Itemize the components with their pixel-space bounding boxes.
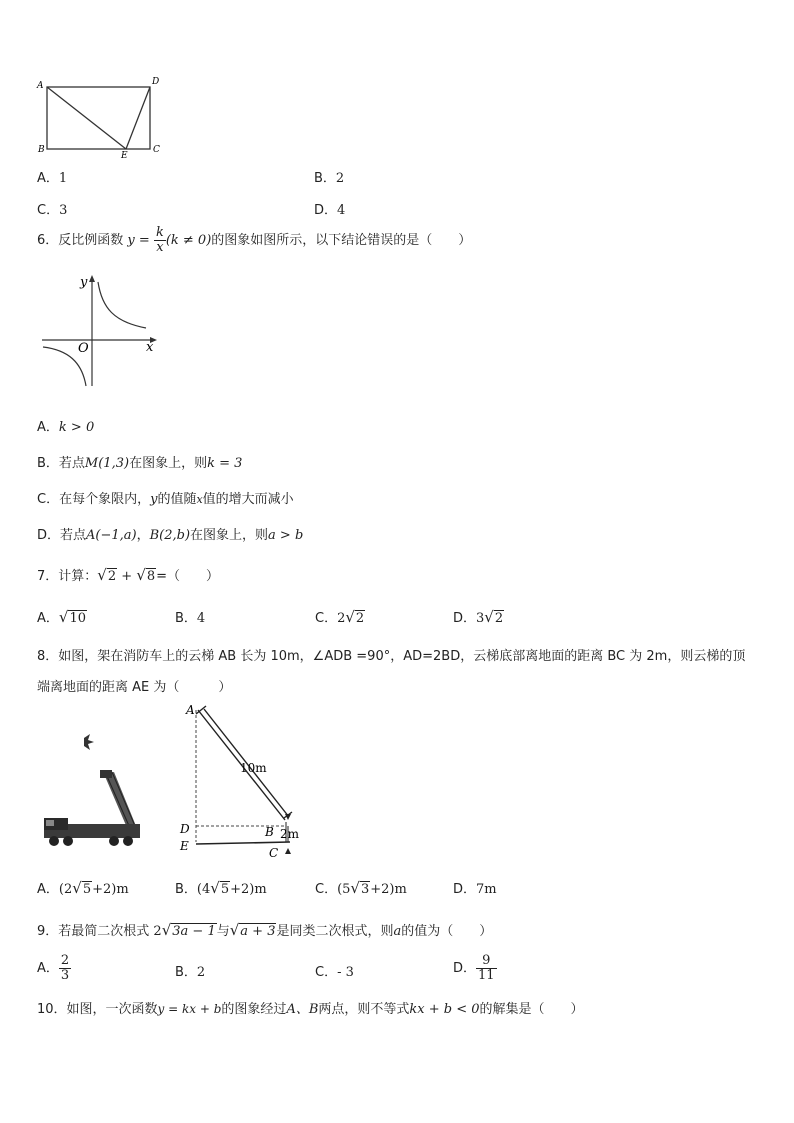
q10-stem xyxy=(37,998,584,1017)
q8-option-b-post: +2)m xyxy=(230,882,267,897)
q6-graph-origin-label: O xyxy=(78,341,89,356)
q7-option-a-letter: A． xyxy=(37,611,59,626)
q6-option-d-point-b: B(2,b) xyxy=(149,528,191,543)
q5-option-a xyxy=(37,167,67,186)
q5-label-e: E xyxy=(121,151,128,161)
q7-option-b-letter: B． xyxy=(175,611,197,626)
q9-option-d xyxy=(453,953,497,985)
q6-option-c xyxy=(37,488,294,507)
q8-option-a-rad: 5 xyxy=(82,882,92,897)
q8-option-a-post: +2)m xyxy=(92,882,129,897)
q6-option-d-p2: ， xyxy=(136,528,150,543)
q8-option-c-letter: C． xyxy=(315,882,338,897)
q9-stem xyxy=(37,920,492,939)
q9-option-a xyxy=(37,953,71,985)
q9-prefix: 9．若最简二次根式 xyxy=(37,924,150,939)
q6-func-num: k xyxy=(155,225,164,240)
q7-option-d-coef: 3 xyxy=(476,611,485,626)
fire-truck-illustration xyxy=(42,728,144,854)
q9-option-d-den: 11 xyxy=(478,968,495,983)
q6-option-c-p3: 值的增大而减小 xyxy=(202,492,294,507)
q9-radical2-sqrt-sign: √ xyxy=(229,921,240,939)
q10-suffix: 的解集是（ ） xyxy=(479,1002,584,1017)
q8-stem-line2: 端离地面的距离 AE 为（ ） xyxy=(37,680,232,695)
q5-option-d-letter: D． xyxy=(314,203,338,218)
q6-graph-x-label: x xyxy=(146,340,154,355)
q9-option-d-fraction xyxy=(476,954,497,983)
q7-option-c xyxy=(315,607,365,626)
q9-p2: 是同类二次根式，则 xyxy=(276,924,394,939)
q9-option-a-den: 3 xyxy=(60,968,70,983)
q6-option-c-p2: 的值随 xyxy=(157,492,197,507)
q6-suffix: 的图象如图所示，以下结论错误的是（ ） xyxy=(211,233,472,248)
q9-option-d-num: 9 xyxy=(476,954,497,969)
q7-option-c-letter: C． xyxy=(315,611,338,626)
q8-option-a-pre: (2 xyxy=(58,882,73,897)
q7-option-b-coef: 4 xyxy=(196,611,206,626)
q8-option-d-letter: D． xyxy=(453,882,477,897)
q6-option-a-text: k > 0 xyxy=(58,420,95,435)
q5-label-c: C xyxy=(153,145,160,155)
q10-prefix: 10．如图，一次函数 xyxy=(37,1002,158,1017)
q7-option-d-rad: 2 xyxy=(494,611,504,626)
q6-func-lhs: y = xyxy=(127,233,150,248)
q9-radical1-rad: 3a − 1 xyxy=(172,924,216,939)
q8-option-b-letter: B． xyxy=(175,882,197,897)
q6-func-fraction xyxy=(154,226,166,255)
q6-graph-y-label: y xyxy=(80,275,88,290)
q7-stem xyxy=(37,565,219,584)
q8-option-c-pre: (5 xyxy=(337,882,351,897)
q9-suffix: 的值为（ ） xyxy=(401,924,493,939)
q6-option-a xyxy=(37,416,94,435)
q6-option-b-p2: 在图象上，则 xyxy=(129,456,208,471)
q8-fig-label-b: B xyxy=(265,825,274,839)
q8-option-b xyxy=(175,878,267,897)
q7-option-d-letter: D． xyxy=(453,611,477,626)
q7-sqrt-b-sign: √ xyxy=(136,566,146,584)
q6-option-d-rel: a > b xyxy=(268,528,304,543)
q7-option-b xyxy=(175,607,205,626)
q7-prefix: 7．计算： xyxy=(37,569,98,584)
q8-fig-label-ab-length: 10m xyxy=(240,761,267,775)
q6-prefix: 6．反比例函数 xyxy=(37,233,124,248)
q9-radical1-coef: 2 xyxy=(153,924,162,939)
q6-option-b-point: M(1,3) xyxy=(84,456,130,471)
q10-func: y = kx + b xyxy=(157,1002,222,1016)
q8-option-c-post: +2)m xyxy=(370,882,407,897)
q9-radical1-sqrt-sign: √ xyxy=(161,921,172,939)
q7-option-c-sqrt-sign: √ xyxy=(345,608,355,626)
q6-stem xyxy=(37,225,471,257)
q6-option-b xyxy=(37,452,242,471)
q7-option-d xyxy=(453,607,504,626)
q5-option-a-text: 1 xyxy=(58,171,68,186)
q5-label-d: D xyxy=(152,77,160,87)
q7-expr-a: 2 xyxy=(107,569,117,584)
q6-option-b-p1: B．若点 xyxy=(37,456,85,471)
q5-option-d-text: 4 xyxy=(337,203,346,218)
q8-ladder-diagram xyxy=(174,700,309,862)
q5-option-b-text: 2 xyxy=(335,171,345,186)
q6-option-d-point-a: A(−1,a) xyxy=(86,528,137,543)
q5-option-c-letter: C． xyxy=(37,203,60,218)
q6-option-c-p1: C．在每个象限内， xyxy=(37,492,151,507)
q8-option-b-rad: 5 xyxy=(220,882,230,897)
q9-var: a xyxy=(393,924,402,939)
q9-radical2-rad: a + 3 xyxy=(240,924,276,939)
q8-fig-label-e: E xyxy=(180,839,189,853)
q6-option-c-x: x xyxy=(196,493,203,506)
q8-fig-label-a: A xyxy=(186,703,195,717)
q7-suffix: =（ ） xyxy=(156,569,220,584)
q7-option-d-sqrt-sign: √ xyxy=(484,608,494,626)
q9-option-a-num: 2 xyxy=(60,953,70,968)
q6-option-b-eq: k = 3 xyxy=(207,456,243,471)
q9-mid: 与 xyxy=(216,924,230,939)
q7-sqrt-a-sign: √ xyxy=(97,566,107,584)
q8-option-a-letter: A． xyxy=(37,882,59,897)
q5-label-b: B xyxy=(38,145,45,155)
q7-expr-b: 8 xyxy=(146,569,156,584)
q7-option-a-rad: 10 xyxy=(69,611,87,626)
q8-option-a-sqrt-sign: √ xyxy=(72,879,82,897)
q6-option-d-p1: D．若点 xyxy=(37,528,87,543)
q6-hyperbola-graph xyxy=(38,272,163,392)
q6-option-d xyxy=(37,524,303,543)
q8-option-c-sqrt-sign: √ xyxy=(350,879,360,897)
q9-option-c-text: - 3 xyxy=(337,965,354,980)
q5-option-b-letter: B． xyxy=(314,171,336,186)
q5-option-c-text: 3 xyxy=(59,203,68,218)
q8-option-b-pre: (4 xyxy=(196,882,211,897)
q7-option-c-rad: 2 xyxy=(355,611,365,626)
q9-option-b-text: 2 xyxy=(196,965,206,980)
q6-func-cond: (k ≠ 0) xyxy=(165,233,212,248)
q10-p2: 的图象经过 xyxy=(221,1002,287,1017)
q9-option-b xyxy=(175,961,205,980)
q7-option-a xyxy=(37,607,87,626)
q9-option-b-letter: B． xyxy=(175,965,197,980)
q9-option-c-letter: C． xyxy=(315,965,338,980)
q8-option-d-text: 7m xyxy=(476,882,497,897)
q10-p3: 两点，则不等式 xyxy=(318,1002,410,1017)
small-bird-icon xyxy=(84,734,94,750)
q5-label-a: A xyxy=(37,81,44,91)
q6-option-c-y: y xyxy=(150,492,158,507)
q9-option-c xyxy=(315,961,354,980)
q8-fig-label-bc-length: 2m xyxy=(280,827,300,841)
q5-option-d xyxy=(314,199,345,218)
q9-option-d-letter: D． xyxy=(453,961,477,976)
q9-option-a-letter: A． xyxy=(37,961,59,976)
q6-option-d-p3: 在图象上，则 xyxy=(190,528,269,543)
q8-option-c-rad: 3 xyxy=(360,882,370,897)
q5-rectangle-figure xyxy=(30,72,170,162)
q6-func-den: x xyxy=(156,240,164,255)
q5-option-a-letter: A． xyxy=(37,171,59,186)
q8-option-d xyxy=(453,878,497,897)
q5-option-c xyxy=(37,199,67,218)
q6-option-a-letter: A． xyxy=(37,420,59,435)
q9-option-a-fraction xyxy=(59,954,71,983)
q8-option-a xyxy=(37,878,129,897)
q8-option-b-sqrt-sign: √ xyxy=(210,879,220,897)
q7-expr-plus: + xyxy=(121,569,133,584)
q8-option-c xyxy=(315,878,407,897)
q8-fig-label-d: D xyxy=(180,822,190,836)
q10-points: A、B xyxy=(286,1002,319,1017)
q8-stem-line1: 8．如图，架在消防车上的云梯 AB 长为 10m，∠ADB =90°，AD=2BD，云梯底部离地面的距离 BC 为 2m，则云梯的顶 xyxy=(37,649,746,664)
q8-fig-label-c: C xyxy=(269,846,279,860)
q7-option-a-sqrt-sign: √ xyxy=(58,608,69,626)
q10-ineq: kx + b < 0 xyxy=(409,1002,480,1017)
q7-option-c-coef: 2 xyxy=(337,611,346,626)
q5-option-b xyxy=(314,167,344,186)
